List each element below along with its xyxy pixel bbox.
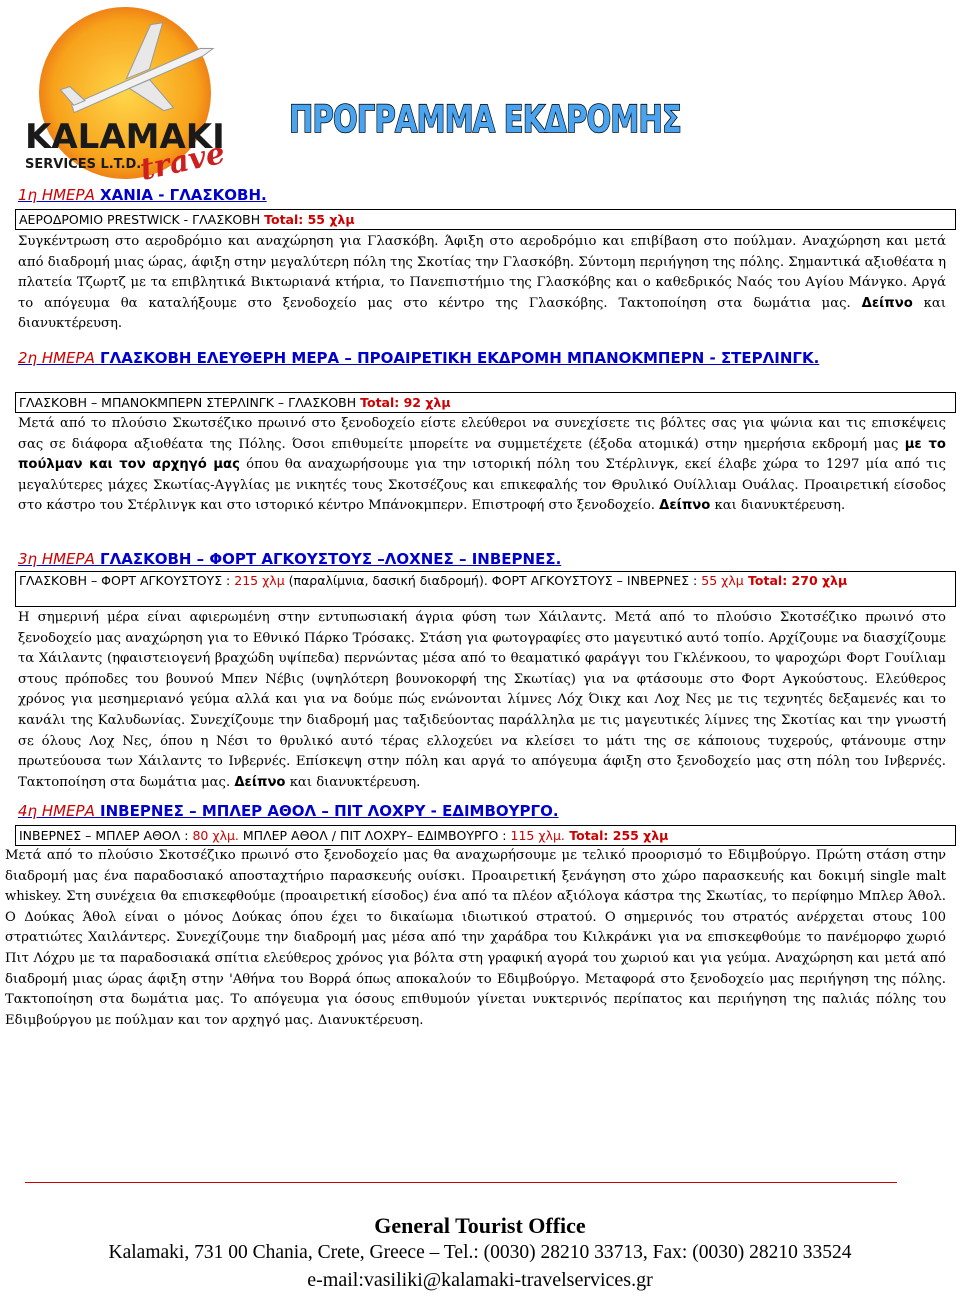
route-km: 80 χλμ. xyxy=(192,828,239,843)
route-km: 215 χλμ xyxy=(234,573,285,588)
description-text: Η σημερινή μέρα είναι αφιερωμένη στην εντυπωσιακή άγρια φύση των Χάιλαντς. Μετά από το πλούσιο Σκοτσέζικο πρωινό στο ξενοδοχείο μας αναχώρηση για το Εθνικό Πάρκο Τρόσακς. Στάση για φωτογραφίες στο μαγευτικό αυτό τοπίο. Αρχίζουμε να διασχίζουμε τα Χάιλαντς (ηφαιστειογενή βραχώδη υψίπεδα) περνώντας μέσα από το θεαματικό φαράγγι του Γκλένκοου, το ψαροχώρι Φορτ Γουίλιαμ στους πρόποδες του βουνού Μπεν Νέβις (υψηλότερη βουνοκορφή της Σκωτίας) για να φτάσουμε στο Φορτ Αγκούστους. Ελεύθερος χρόνος για μεσημεριανό γεύμα αλλά και για να δούμε πώς ενώνονται λίμνες Λόχ Όικχ και Λοχ Νες με τις τεχνητές δεξαμενές και το κανάλι της Καλυδωνίας. Συνεχίζουμε την διαδρομή μας ταξιδεύοντας παράλληλα με τις μαγευτικές λίμνες της Σκοτίας και την γνωστή σε όλους Λοχ Νες, όπου η Νέσι το θρυλικό αυτό τέρας ελλοχεύει να κλείσει το μάτι της σε κάποιους τυχερούς, φτάνουμε στην πρωτεύουσα των Χάιλαντς το Ινβερνές. Επίσκεψη στην πόλη και αργά το απόγευμα άφιξη στο ξενοδοχείο μας στη πόλη του Ινβερνές. Τακτοποίηση στα δωμάτια μας. xyxy=(18,610,946,790)
day-heading xyxy=(18,802,559,821)
route-box xyxy=(15,209,956,230)
day-heading xyxy=(18,550,561,569)
company-logo xyxy=(15,5,223,183)
route-total: Total: 92 χλμ xyxy=(360,395,451,410)
logo-brand: KALAMAKI xyxy=(25,117,223,157)
logo-script: travel xyxy=(137,133,223,183)
route-text: ΓΛΑΣΚΟΒΗ – ΜΠΑΝΟΚΜΠΕΡΝ ΣΤΕΡΛΙΝΓΚ – ΓΛΑΣΚΟΒΗ xyxy=(19,395,361,410)
page-title-text: ΠΡΟΓΡΑΜΜΑ ΕΚΔΡΟΜΗΣ xyxy=(289,98,681,141)
route-box xyxy=(15,825,956,846)
description-end: και διανυκτέρευση. xyxy=(285,774,421,790)
logo-sub: SERVICES L.T.D. xyxy=(25,157,142,172)
day-heading xyxy=(18,349,918,368)
route-km: 55 χλμ xyxy=(701,573,744,588)
day-title: ΙΝΒΕΡΝΕΣ – ΜΠΛΕΡ ΑΘΟΛ – ΠΙΤ ΛΟΧΡΥ - ΕΔΙΜΒΟΥΡΓΟ. xyxy=(94,802,559,820)
description-end: και διανυκτέρευση. xyxy=(18,295,946,332)
route-text: ΙΝΒΕΡΝΕΣ – ΜΠΛΕΡ ΑΘΟΛ : xyxy=(19,828,193,843)
day-heading xyxy=(18,186,267,205)
day-number: 3η ΗΜΕΡΑ xyxy=(18,550,95,568)
description-text-cont: όπου θα αναχωρήσουμε για την ιστορική πόλη του Στέρλινγκ, εκεί έλαβε χώρα το 1297 μία από τις μεγαλύτερες μάχες Σκωτίας-Αγγλίας με νικητές τους Σκοτσέζους και επικεφαλής τον Θρυλικό Ουίλλιαμ Ουάλας. Προαιρετική είσοδος στο κάστρο του Στέρλινγκ και στο ιστορικό κέντρο Μπάνοκμπερν. Επιστροφή στο ξενοδοχείο. xyxy=(18,457,946,514)
route-text: ΓΛΑΣΚΟΒΗ – ΦΟΡΤ ΑΓΚΟΥΣΤΟΥΣ : xyxy=(19,573,235,588)
day-title: ΓΛΑΣΚΟΒΗ ΕΛΕΥΘΕΡΗ ΜΕΡΑ – ΠΡΟΑΙΡΕΤΙΚΗ ΕΚΔΡΟΜΗ ΜΠΑΝΟΚΜΠΕΡΝ - ΣΤΕΡΛΙΝΓΚ. xyxy=(94,349,820,367)
day-description xyxy=(18,608,946,793)
route-total: Total: 55 χλμ xyxy=(264,212,355,227)
dinner-label: Δείπνο xyxy=(659,498,711,514)
route-text: ΑΕΡΟΔΡΟΜΙΟ PRESTWICK - ΓΛΑΣΚΟΒΗ xyxy=(19,212,265,227)
route-text-cont: (παραλίμνια, δασική διαδρομή). ΦΟΡΤ ΑΓΚΟΥΣΤΟΥΣ – ΙΝΒΕΡΝΕΣ : xyxy=(284,573,702,588)
route-box xyxy=(15,392,956,413)
dinner-label: Δείπνο xyxy=(234,774,286,790)
route-total: Total: 255 χλμ xyxy=(564,828,669,843)
description-end: και διανυκτέρευση. xyxy=(710,498,846,514)
route-text-cont: ΜΠΛΕΡ ΑΘΟΛ / ΠΙΤ ΛΟΧΡΥ– ΕΔΙΜΒΟΥΡΓΟ : xyxy=(238,828,511,843)
route-total: Total: 270 χλμ xyxy=(743,573,848,588)
day-description xyxy=(5,846,946,1031)
day-number: 1η ΗΜΕΡΑ xyxy=(18,186,95,204)
description-text: Μετά από το πλούσιο Σκωτσέζικο πρωινό στο ξενοδοχείο είστε ελεύθεροι να συνεχίσετε τις βόλτες σας για ψώνια και τις επισκέψεις σας σε διάφορα αξιοθέατα της Πόλης. Όσοι επιθυμείτε μπορείτε να συμμετέχετε (έξοδα ατομικά) στην ημερήσια εκδρομή μας xyxy=(18,416,946,452)
description-bold: με το πούλμαν και τον αρχηγό μας xyxy=(18,436,946,473)
route-km: 115 χλμ. xyxy=(510,828,565,843)
route-box xyxy=(15,571,956,607)
day-number: 2η ΗΜΕΡΑ xyxy=(18,349,95,367)
description-text: Μετά από το πλούσιο Σκοτσέζικο πρωινό στο ξενοδοχείο μας θα αναχωρήσουμε με τελικό προορισμό το Εδιμβούργο. Πρώτη στάση στην διαδρομή μας ένα παραδοσιακό αποσταχτήριο παρασκευής ουίσκι. Προαιρετική ξενάγηση στο χώρο παρασκευής και δοκιμή single malt whiskey. Στη συνέχεια θα επισκεφθούμε (προαιρετική είσοδος) ένα από τα πλέον αξιόλογα κάστρα της Σκωτίας, το περίφημο Μπλερ Άθολ. Ο Δούκας Άθολ είναι ο μόνος Δούκας όπου έχει το δικαίωμα ιδιωτικού στρατού. Ο σημερινός του στρατός ανέρχεται στους 100 στρατιώτες Χαιλάντερς. Συνεχίζουμε την διαδρομή μας μέσα από την χαράδρα του Κιλκράνκι για να επισκεφθούμε το πανέμορφο χωριό Πιτ Λόχρυ με τα παραδοσιακά σπίτια ελεύθερος χρόνος για βόλτα στη γραφική αγορά του χωριού και για γεύμα. Αναχώρηση και μετά από διαδρομή μιας ώρας άφιξη στην 'Αθήνα του Βορρά όπως αποκαλούν το Εδιμβούργο. Μεταφορά στο ξενοδοχείο μας περιήγηση της πόλης. Τακτοποίηση στα δωμάτια μας. Το απόγευμα για όσους επιθυμούν γίνεται νυκτερινός περίπατος και περιήγηση της παλιάς πόλης του Εδιμβούργου με πούλμαν και τον αρχηγό μας. Διανυκτέρευση. xyxy=(5,848,946,1028)
page-title xyxy=(285,92,685,142)
footer-office: General Tourist Office xyxy=(374,1213,586,1238)
day-title: ΧΑΝΙΑ - ΓΛΑΣΚΟΒΗ. xyxy=(94,186,267,204)
day-description xyxy=(18,232,946,335)
logo-graphic xyxy=(15,5,223,183)
footer-divider xyxy=(25,1182,897,1183)
footer-email: e-mail:vasiliki@kalamaki-travelservices.gr xyxy=(307,1269,653,1291)
dinner-label: Δείπνο xyxy=(861,295,913,311)
day-description xyxy=(18,414,946,517)
day-title: ΓΛΑΣΚΟΒΗ – ΦΟΡΤ ΑΓΚΟΥΣΤΟΥΣ –ΛΟΧΝΕΣ – ΙΝΒΕΡΝΕΣ. xyxy=(94,550,562,568)
description-text: Συγκέντρωση στο αεροδρόμιο και αναχώρηση για Γλασκόβη. Άφιξη στο αεροδρόμιο και επιβίβαση στο πούλμαν. Αναχώρηση και μετά από διαδρομή μιας ώρας, άφιξη στην μεγαλύτερη πόλη της Σκοτίας την Γλασκόβη. Σύντομη περιήγηση της πόλης. Σημαντικά αξιοθέατα η πλατεία Τζωρτζ με τα επιβλητικά Βικτωριανά κτήρια, το Πανεπιστήμιο της Γλασκόβης και ο καθεδρικός Ναός του Αγίου Μάνγκο. Αργά το απόγευμα θα καταλήξουμε στο ξενοδοχείο μας στο κέντρο της Γλασκόβης. Τακτοποίηση στα δωμάτια μας. xyxy=(18,234,946,311)
day-number: 4η ΗΜΕΡΑ xyxy=(18,802,95,820)
footer-address: Kalamaki, 731 00 Chania, Crete, Greece – Tel.: (0030) 28210 33713, Fax: (0030) 28210 33524 xyxy=(108,1242,852,1263)
